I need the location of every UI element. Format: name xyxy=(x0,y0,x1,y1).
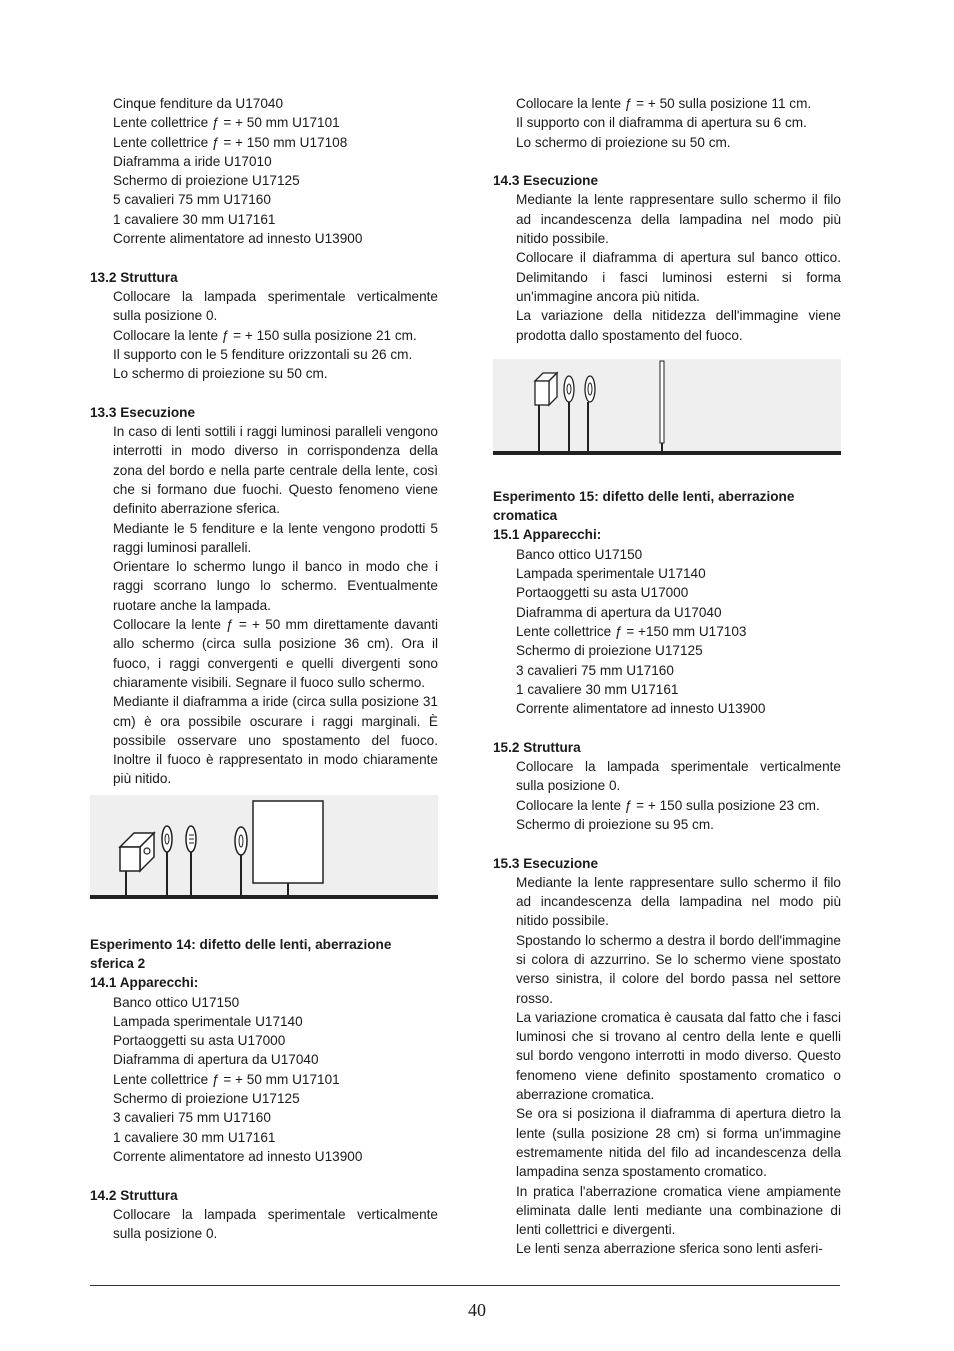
section-body-14-3 xyxy=(493,190,841,344)
apparatus-figure-14 xyxy=(493,359,841,459)
section-heading-14-1: 14.1 Apparecchi: xyxy=(90,975,199,991)
list-item: Banco ottico U17150 xyxy=(516,546,643,562)
paragraph: Collocare la lente ƒ = + 150 sulla posizione 21 cm. xyxy=(113,327,417,343)
paragraph: Lo schermo di proiezione su 50 cm. xyxy=(113,366,328,382)
paragraph: Il supporto con le 5 fenditure orizzontali su 26 cm. xyxy=(113,346,413,362)
section-heading-15-3: 15.3 Esecuzione xyxy=(493,855,599,871)
list-item: Diaframma di apertura da U17040 xyxy=(516,604,722,620)
paragraph: Mediante la lente rappresentare sullo schermo il filo ad incandescenza della lampadina nel modo più nitido possibile. xyxy=(516,192,841,247)
section-body-15-3 xyxy=(493,873,841,1259)
paragraph: Se ora si posiziona il diaframma di apertura dietro la lente (sulla posizione 28 cm) si forma un'immagine estremamente nitida del filo ad incandescenza della lampadina senza spostamento cromatico. xyxy=(516,1106,841,1180)
section-body-14-2 xyxy=(90,1205,438,1244)
list-item: Schermo di proiezione U17125 xyxy=(113,1091,300,1107)
list-item: Portaoggetti su asta U17000 xyxy=(113,1033,286,1049)
section-heading-13-2: 13.2 Struttura xyxy=(90,269,178,285)
list-item: Corrente alimentatore ad innesto U13900 xyxy=(113,1148,363,1164)
section-body-14-2-cont xyxy=(493,94,841,152)
list-item: Banco ottico U17150 xyxy=(113,994,240,1010)
paragraph: Spostando lo schermo a destra il bordo dell'immagine si colora di azzurrino. Se lo schermo viene spostato verso sinistra, il colore del bordo passa nel settore rosso. xyxy=(516,932,841,1006)
list-item: Portaoggetti su asta U17000 xyxy=(516,585,689,601)
list-item: 3 cavalieri 75 mm U17160 xyxy=(516,662,674,678)
list-item: Diaframma a iride U17010 xyxy=(113,153,272,169)
list-item: Lente collettrice ƒ = + 50 mm U17101 xyxy=(113,1071,340,1087)
section-heading-14-3: 14.3 Esecuzione xyxy=(493,173,599,189)
experiment-15-title: Esperimento 15: difetto delle lenti, aberrazione cromatica xyxy=(493,488,795,524)
list-item: Lampada sperimentale U17140 xyxy=(516,566,706,582)
paragraph: Collocare la lente ƒ = + 50 sulla posizione 11 cm. xyxy=(516,96,812,111)
paragraph: In caso di lenti sottili i raggi luminosi paralleli vengono interrotti in modo diverso in corrispondenza della zona del bordo e nella parte centrale della lente, così che si formano due fuochi. Questo fenomeno viene definito aberrazione sferica. xyxy=(113,424,438,517)
paragraph: Schermo di proiezione su 95 cm. xyxy=(516,816,714,832)
paragraph: La variazione cromatica è causata dal fatto che i fasci luminosi che si trovano al centro della lente e quelli sul bordo vengono interrotti in modo diverso. Questo fenomeno viene definito spostamento cromatico o aberrazione cromatica. xyxy=(516,1009,841,1103)
list-item: 3 cavalieri 75 mm U17160 xyxy=(113,1110,271,1126)
list-item: Lente collettrice ƒ = +150 mm U17103 xyxy=(516,623,747,639)
paragraph: Collocare la lampada sperimentale verticalmente sulla posizione 0. xyxy=(113,288,438,324)
paragraph: Mediante la lente rappresentare sullo schermo il filo ad incandescenza della lampadina nel modo più nitido possibile. xyxy=(516,874,841,929)
right-column xyxy=(493,94,841,1259)
paragraph: La variazione della nitidezza dell'immagine viene prodotta dallo spostamento del fuoco. xyxy=(516,308,841,343)
paragraph: Le lenti senza aberrazione sferica sono lenti asferi- xyxy=(516,1241,823,1257)
paragraph: Collocare la lampada sperimentale verticalmente sulla posizione 0. xyxy=(113,1206,438,1242)
paragraph: Collocare la lente ƒ = + 150 sulla posizione 23 cm. xyxy=(516,797,820,813)
list-item: Schermo di proiezione U17125 xyxy=(516,643,703,659)
left-column xyxy=(90,94,438,1243)
list-item: Corrente alimentatore ad innesto U13900 xyxy=(516,701,766,717)
list-item: Lente collettrice ƒ = + 150 mm U17108 xyxy=(113,134,348,150)
paragraph: In pratica l'aberrazione cromatica viene ampiamente eliminata dalle lenti mediante una combinazione di lenti collettrici e divergenti. xyxy=(516,1183,841,1238)
list-item: 1 cavaliere 30 mm U17161 xyxy=(113,211,276,227)
experiment-14-title: Esperimento 14: difetto delle lenti, aberrazione sferica 2 xyxy=(90,936,392,971)
footer-divider xyxy=(90,1285,840,1286)
list-item: Lente collettrice ƒ = + 50 mm U17101 xyxy=(113,115,340,131)
section-body-13-3 xyxy=(90,422,438,789)
list-item: 1 cavaliere 30 mm U17161 xyxy=(113,1129,276,1145)
paragraph: Orientare lo schermo lungo il banco in modo che i raggi scorrano lungo lo schermo. Eventualmente ruotare anche la lampada. xyxy=(113,559,438,613)
apparatus-figure-13 xyxy=(90,795,438,907)
equipment-list-15 xyxy=(493,545,841,719)
paragraph: Mediante le 5 fenditure e la lente vengono prodotti 5 raggi luminosi paralleli. xyxy=(113,520,438,555)
equipment-list-14 xyxy=(90,993,438,1167)
paragraph: Collocare la lampada sperimentale verticalmente sulla posizione 0. xyxy=(516,759,841,794)
section-body-13-2 xyxy=(90,287,438,383)
equipment-list-13 xyxy=(90,94,438,248)
section-body-15-2 xyxy=(493,757,841,834)
paragraph: Collocare la lente ƒ = + 50 mm direttamente davanti allo schermo (circa sulla posizione 36 cm). Ora il fuoco, i raggi convergenti e quelli divergenti sono chiaramente visibili. Segnare il fuoco sullo schermo. xyxy=(113,617,438,690)
paragraph: Mediante il diaframma a iride (circa sulla posizione 31 cm) è ora possibile oscurare i raggi marginali. È possibile osservare uno spostamento del fuoco. Inoltre il fuoco è rappresentato in modo chiaramente più nitido. xyxy=(113,694,438,787)
list-item: 5 cavalieri 75 mm U17160 xyxy=(113,192,271,208)
list-item: Cinque fenditure da U17040 xyxy=(113,96,284,111)
list-item: Diaframma di apertura da U17040 xyxy=(113,1052,319,1068)
list-item: Lampada sperimentale U17140 xyxy=(113,1013,303,1029)
section-heading-15-2: 15.2 Struttura xyxy=(493,739,581,755)
section-heading-13-3: 13.3 Esecuzione xyxy=(90,404,196,420)
list-item: 1 cavaliere 30 mm U17161 xyxy=(516,681,679,697)
paragraph: Lo schermo di proiezione su 50 cm. xyxy=(516,134,731,150)
section-heading-14-2: 14.2 Struttura xyxy=(90,1187,178,1203)
section-heading-15-1: 15.1 Apparecchi: xyxy=(493,527,602,543)
list-item: Corrente alimentatore ad innesto U13900 xyxy=(113,231,363,247)
page-number: 40 xyxy=(468,1300,486,1320)
list-item: Schermo di proiezione U17125 xyxy=(113,173,300,189)
paragraph: Collocare il diaframma di apertura sul banco ottico. Delimitando i fasci luminosi esterni si forma un'immagine ancora più nitida. xyxy=(516,250,841,304)
paragraph: Il supporto con il diaframma di apertura su 6 cm. xyxy=(516,115,807,131)
